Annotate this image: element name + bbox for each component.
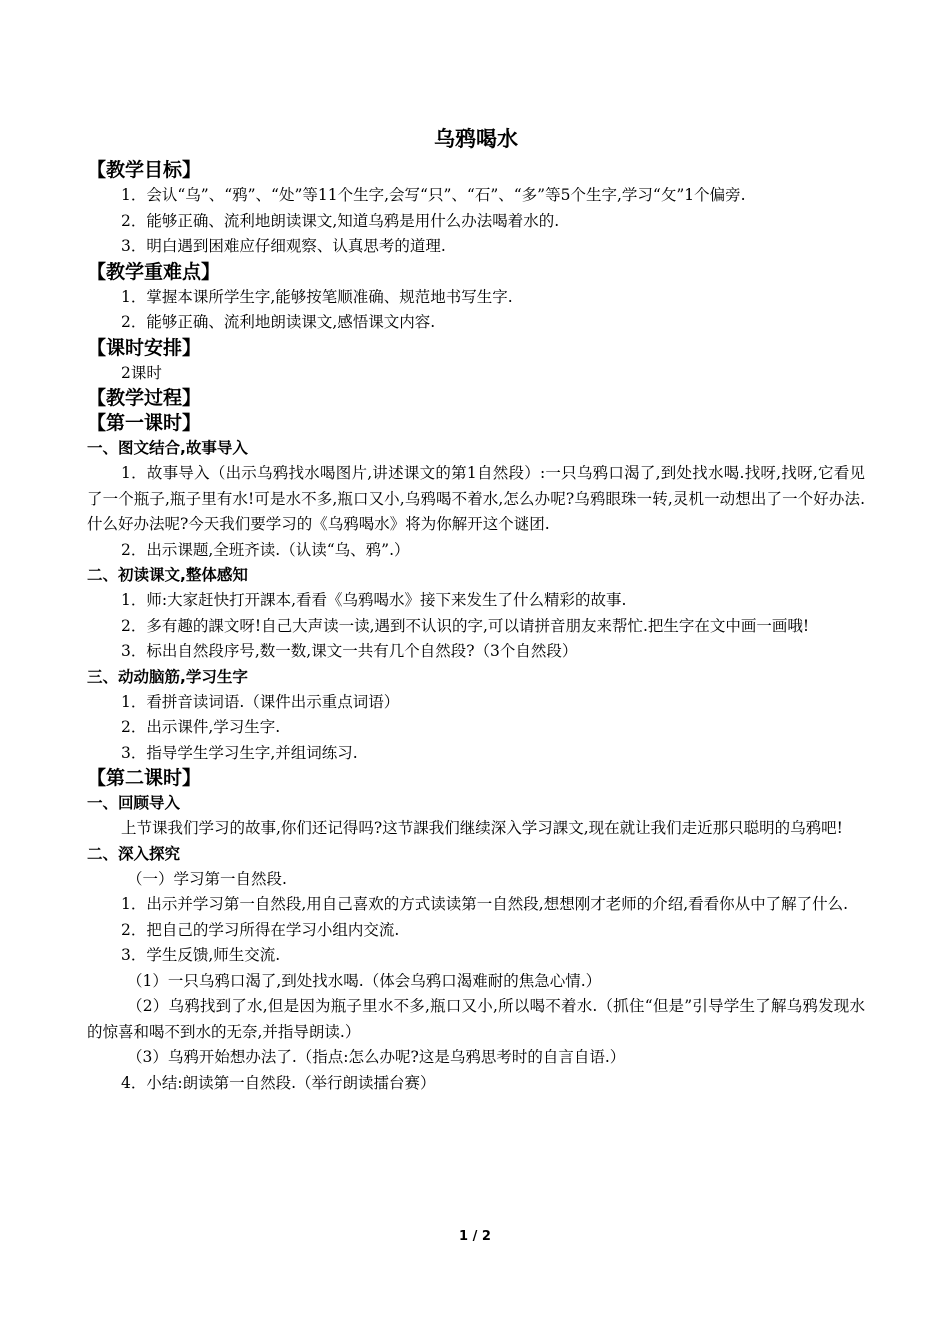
paragraph: （2）乌鸦找到了水,但是因为瓶子里水不多,瓶口又小,所以喝不着水.（抓住“但是”引导学生了解乌鸦发现水的惊喜和喝不到水的无奈,并指导朗读.） [87,997,865,1041]
paragraph: 4．小结:朗读第一自然段.（举行朗读擂台赛） [121,1073,436,1092]
subheading: 一、图文结合,故事导入 [87,439,248,457]
section-heading-schedule: 【课时安排】 [87,336,202,359]
paragraph: 1．会认“乌”、“鸦”、“处”等11个生字,会写“只”、“石”、“多”等5个生字,学习“攵”1个偏旁. [121,186,746,204]
paragraph: 2．出示课题,全班齐读.（认读“乌、鸦”.） [121,540,410,559]
paragraph: 2．能够正确、流利地朗读课文,感悟课文内容. [121,313,436,331]
paragraph: 上节课我们学习的故事,你们还记得吗?这节課我们继续深入学习課文,现在就让我们走近那只聪明的乌鸦吧! [121,819,843,837]
paragraph: 2．多有趣的課文呀!自己大声读一读,遇到不认识的字,可以请拼音朋友来帮忙.把生字在文中画一画哦! [121,616,810,635]
page-number: 1 / 2 [459,1229,491,1244]
paragraph: 2．把自己的学习所得在学习小组内交流. [121,920,400,939]
paragraph: 3．明白遇到困难应仔细观察、认真思考的道理. [121,237,446,255]
document-page [87,124,865,1096]
paragraph: 3．标出自然段序号,数一数,课文一共有几个自然段?（3个自然段） [121,642,578,660]
subheading: 二、深入探究 [87,844,181,863]
paragraph: 1．看拼音读词语.（课件出示重点词语） [121,692,400,711]
paragraph: 3．学生反馈,师生交流. [121,946,281,964]
paragraph: 2课时 [121,363,162,382]
paragraph: 1．师:大家赶快打开課本,看看《乌鸦喝水》接下来发生了什么精彩的故事. [121,591,627,609]
paragraph: 1．故事导入（出示乌鸦找水喝图片,讲述课文的第1自然段）:一只乌鸦口渴了,到处找水喝.找呀,找呀,它看见了一个瓶子,瓶子里有水!可是水不多,瓶口又小,乌鸦喝不着水,怎么办呢?乌鸦眼珠一转,灵机一动想出了一个好办法.什么好办法呢?今天我们要学习的《乌鸦喝水》将为你解开这个谜团. [87,464,865,533]
paragraph: 1．出示并学习第一自然段,用自己喜欢的方式读读第一自然段,想想刚才老师的介绍,看看你从中了解了什么. [121,895,849,913]
paragraph: 2．出示课件,学习生字. [121,718,281,736]
subheading: 三、动动脑筋,学习生字 [87,667,248,686]
section-heading-second-lesson: 【第二课时】 [87,767,202,789]
paragraph: （3）乌鸦开始想办法了.（指点:怎么办呢?这是乌鸦思考时的自言自语.） [127,1048,626,1066]
section-heading-first-lesson: 【第一课时】 [87,412,202,434]
subheading: 一、回顾导入 [87,794,181,812]
paragraph: 3．指导学生学习生字,并组词练习. [121,743,358,762]
page-title: 乌鸦喝水 [434,127,518,151]
paragraph: （1）一只乌鸦口渴了,到处找水喝.（体会乌鸦口渴难耐的焦急心情.） [127,971,602,990]
section-heading-key-points: 【教学重难点】 [87,260,221,283]
paragraph: 1．掌握本课所学生字,能够按笔顺准确、规范地书写生字. [121,287,513,306]
section-heading-goals: 【教学目标】 [87,159,202,181]
subheading: 二、初读课文,整体感知 [87,566,248,584]
paragraph: （一）学习第一自然段. [127,869,287,888]
section-heading-process: 【教学过程】 [87,387,202,409]
paragraph: 2．能够正确、流利地朗读课文,知道乌鸦是用什么办法喝着水的. [121,211,560,230]
